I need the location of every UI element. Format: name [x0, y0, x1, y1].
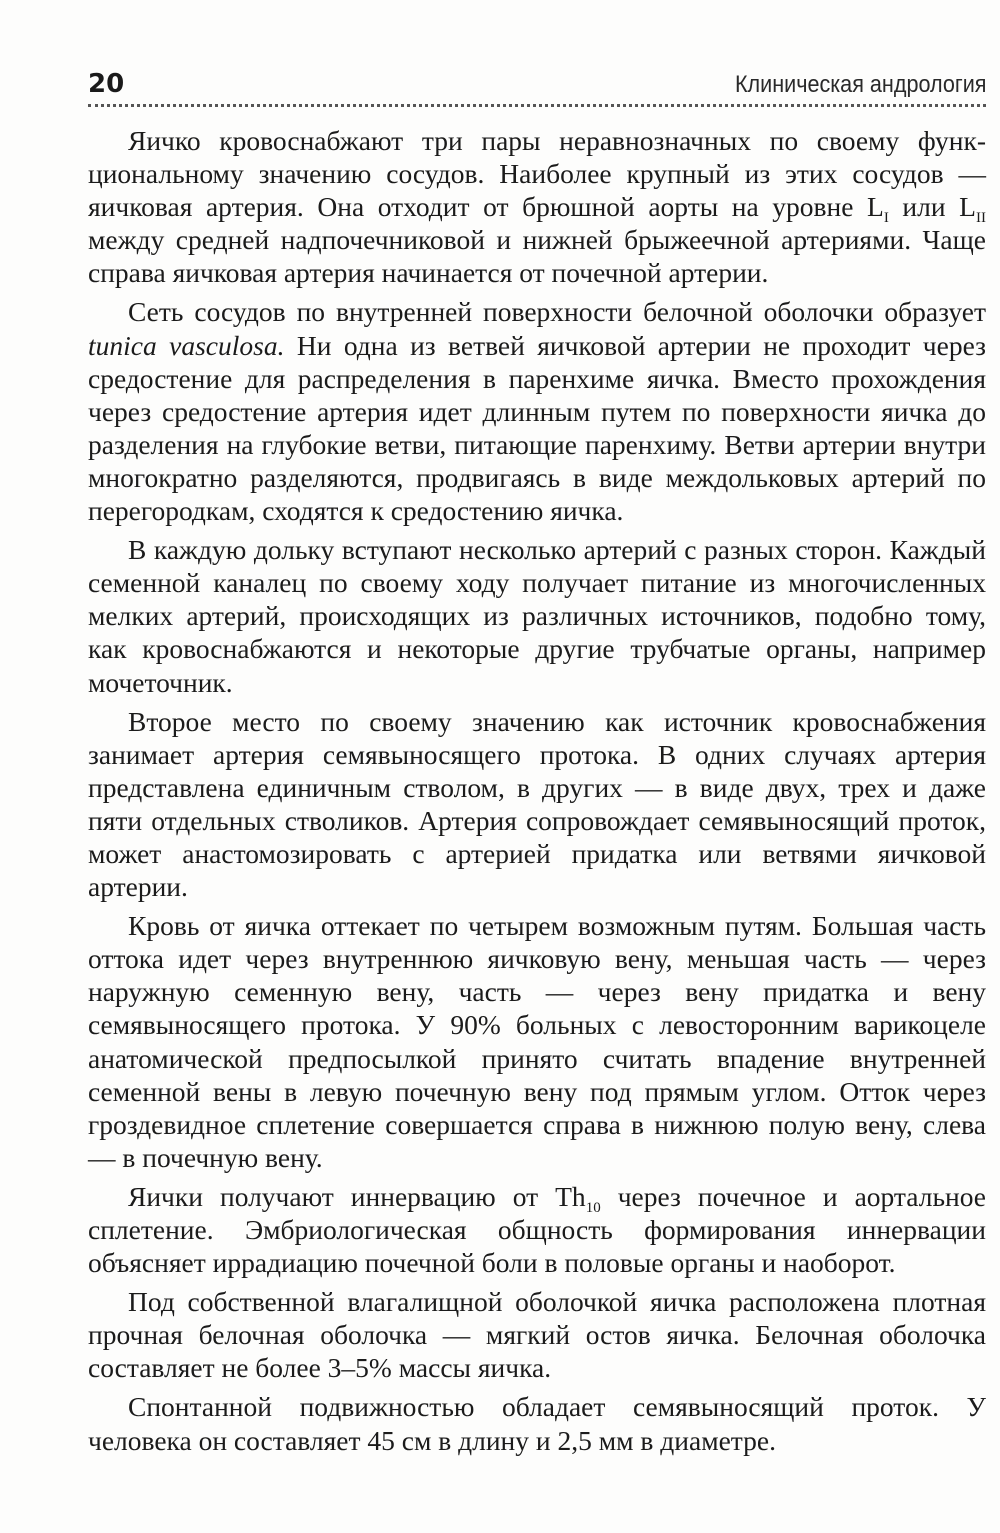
text-run: Яички получают иннервацию от Th	[128, 1180, 586, 1212]
text-run: Яичко кровоснабжают три пары неравнозначных по своему функциональному значению сосудов. Наиболее крупный из этих сосудов — яичковая артерия. Она отходит от брюшной аорты на уровне L	[88, 125, 986, 223]
paragraph-4: Второе место по своему значению как источник кровоснабжения занимает артерия семявыносящего протока. В одних случаях артерия представлена единичным стволом, в других — в виде двух, трех и даже пяти отдельных стволиков. Артерия сопровождает семявыносящий проток, может анастомозировать с артерией придатка или ветвями яичковой артерии.	[88, 705, 986, 903]
subscript: 10	[585, 1199, 601, 1216]
subscript: II	[975, 210, 986, 227]
subscript: I	[883, 210, 889, 227]
running-head	[88, 66, 986, 108]
text-run: Ни одна из ветвей яичковой артерии не проходит через средостение для распределения в паренхиме яичка. Вместо прохождения через средостение артерия идет длинным путем по поверхности яичка до разделения на глубокие ветви, питающие паренхиму. Ветви артерии внутри многократно разделяются, продвигаясь в виде междольковых артерий по перегородкам, сходятся к средостению яичка.	[88, 329, 986, 527]
paragraph-5: Кровь от яичка оттекает по четырем возможным путям. Большая часть оттока идет через внутреннюю яичковую вену, меньшая часть — через наружную семенную вену, часть — через вену придатка и вену семявыносящего протока. У 90% больных с левосторонним варикоцеле анатомической предпосылкой принято считать впадение внутренней семенной вены в левую почечную вену под прямым углом. Отток через гроздевидное сплетение совершается справа в нижнюю полую вену, слева — в почечную вену.	[88, 910, 986, 1173]
text-run: Сеть сосудов по внутренней поверхности белочной оболочки образует	[128, 296, 986, 328]
text-run: или L	[888, 191, 976, 223]
text-run: через почечное и аортальное сплетение. Эмбриологическая общность формирования иннервации объясняет иррадиацию почечной боли в половые органы и наоборот.	[88, 1180, 986, 1279]
paragraph-6	[88, 1180, 986, 1279]
paragraph-8: Спонтанной подвижностью обладает семявыносящий проток. У человека он составляет 45 см в длину и 2,5 мм в диаметре.	[88, 1391, 986, 1456]
paragraph-1	[88, 124, 986, 289]
text-run: между средней надпочечниковой и нижней брыжеечной артериями. Чаще справа яичковая артерия начинается от почечной артерии.	[88, 224, 986, 289]
paragraph-3: В каждую дольку вступают несколько артерий с разных сторон. Каждый семенной каналец по своему ходу получает питание из многочисленных мелких артерий, происходящих из различных источников, подобно тому, как кровоснабжаются и некоторые другие трубчатые органы, например мочеточник.	[88, 534, 986, 698]
latin-term: tunica vasculosa.	[88, 329, 285, 361]
paragraph-7: Под собственной влагалищной оболочкой яичка расположена плотная прочная белочная оболочка — мягкий остов яичка. Белочная оболочка составляет не более 3–5% массы яичка.	[88, 1286, 986, 1384]
body-text	[88, 124, 986, 1457]
paragraph-2	[88, 295, 986, 527]
dotted-rule	[88, 104, 986, 107]
running-title: Клиническая андрология	[734, 71, 986, 98]
page-number: 20	[88, 69, 125, 99]
